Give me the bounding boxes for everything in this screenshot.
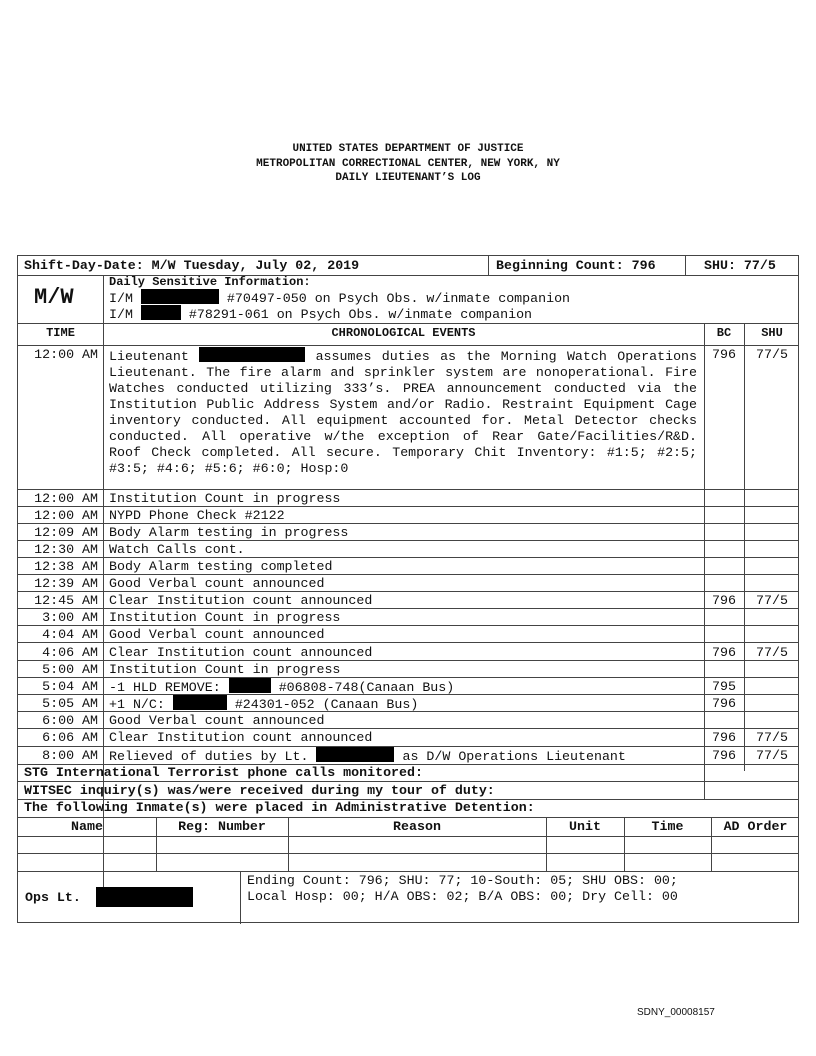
redaction-block	[229, 678, 271, 693]
sensitive-title: Daily Sensitive Information:	[109, 275, 311, 289]
entry-time: 12:30 AM	[34, 542, 98, 557]
entry-time: 12:00 AM	[34, 491, 98, 506]
header-facility: METROPOLITAN CORRECTIONAL CENTER, NEW YORK, NY	[256, 157, 560, 170]
entry-text-a: +1 N/C:	[109, 697, 165, 712]
entry-time: 12:00 AM	[34, 347, 98, 362]
document-header	[0, 142, 816, 186]
entry-bc: 796	[712, 645, 736, 660]
entry-time: 8:00 AM	[42, 748, 98, 763]
entry-time: 12:00 AM	[34, 508, 98, 523]
entry-time: 5:05 AM	[42, 696, 98, 711]
entry-text	[109, 747, 626, 765]
divider	[488, 256, 489, 275]
entry-text: Institution Count in progress	[109, 491, 341, 506]
entry-bc: 795	[712, 679, 736, 694]
entry-text: Good Verbal count announced	[109, 713, 325, 728]
entry-text-b: #24301-052 (Canaan Bus)	[234, 697, 419, 712]
divider	[685, 256, 686, 275]
header-log-title: DAILY LIEUTENANT’S LOG	[335, 172, 481, 184]
divider	[18, 871, 798, 872]
entry-text-b: #06808-748(Canaan Bus)	[278, 680, 455, 695]
shift-day-date: Shift-Day-Date: M/W Tuesday, July 02, 2019	[24, 258, 360, 273]
redaction-block	[173, 695, 227, 710]
column-header-bc: BC	[716, 326, 732, 340]
entry-time: 12:38 AM	[34, 559, 98, 574]
entry-text: Institution Count in progress	[109, 662, 341, 677]
ad-header-name: Name	[71, 819, 103, 834]
stg-note: STG International Terrorist phone calls monitored:	[24, 765, 423, 780]
entry-time: 12:39 AM	[34, 576, 98, 591]
entry-time: 6:06 AM	[42, 730, 98, 745]
entry-bc: 796	[712, 593, 736, 608]
ad-header-reg-number: Reg: Number	[178, 819, 266, 834]
narrative-text: assumes duties as the Morning Watch Operations Lieutenant. The fire alarm and sprinkler system are nonoperational. Fire Watches conducted utilizing 333’s. PREA announcement conducted via the Institution Public Address System and/or Radio. Restraint Equipment Cage inventory conducted. All equipment accounted for. Metal Detector checks conducted. All operative w/the exception of Rear Gate/Facilities/R&D. Roof Check completed. All secure. Temporary Chit Inventory: #1:5; #2:5; #3:5; #4:6; #5:6; #6:0; Hosp:0	[109, 349, 698, 476]
sensitive-line-1-prefix: I/M	[109, 291, 133, 306]
column-header-time: TIME	[46, 326, 75, 340]
ending-count-line-2: Local Hosp: 00; H/A OBS: 02; B/A OBS: 00; Dry Cell: 00	[247, 889, 678, 904]
entry-text-a: Relieved of duties by Lt.	[109, 749, 309, 764]
top-shu: SHU: 77/5	[704, 258, 776, 273]
divider	[18, 323, 798, 324]
sensitive-line-2-prefix: I/M	[109, 307, 133, 322]
entry-text: Institution Count in progress	[109, 610, 341, 625]
entry-shu: 77/5	[756, 347, 788, 362]
redaction-block	[96, 887, 193, 907]
entry-text: Body Alarm testing in progress	[109, 525, 349, 540]
divider	[18, 642, 798, 643]
divider	[18, 345, 798, 346]
entry-text: Good Verbal count announced	[109, 627, 325, 642]
entry-time: 5:04 AM	[42, 679, 98, 694]
entry-time: 4:06 AM	[42, 645, 98, 660]
entry-text: Clear Institution count announced	[109, 730, 373, 745]
ad-header-unit: Unit	[569, 819, 601, 834]
ad-header-ad-order: AD Order	[723, 819, 788, 834]
sensitive-line-2-suffix: #78291-061 on Psych Obs. w/inmate companion	[188, 307, 533, 322]
sensitive-line-2	[109, 305, 532, 323]
bates-number: SDNY_00008157	[637, 1007, 715, 1018]
ad-header-reason: Reason	[393, 819, 441, 834]
entry-time: 5:00 AM	[42, 662, 98, 677]
ending-count-line-1: Ending Count: 796; SHU: 77; 10-South: 05; SHU OBS: 00;	[247, 873, 678, 888]
entry-bc: 796	[712, 696, 736, 711]
entry-shu: 77/5	[756, 645, 788, 660]
entry-text: Good Verbal count announced	[109, 576, 325, 591]
shift-code: M/W	[34, 285, 74, 310]
first-entry-narrative	[109, 347, 697, 477]
entry-shu: 77/5	[756, 593, 788, 608]
entry-text: Clear Institution count announced	[109, 593, 373, 608]
entry-time: 12:09 AM	[34, 525, 98, 540]
divider	[18, 853, 798, 854]
entry-text-b: as D/W Operations Lieutenant	[402, 749, 626, 764]
entry-bc: 796	[712, 730, 736, 745]
entry-time: 4:04 AM	[42, 627, 98, 642]
entry-text: Body Alarm testing completed	[109, 559, 333, 574]
column-header-shu: SHU	[761, 326, 783, 340]
entry-time: 12:45 AM	[34, 593, 98, 608]
sensitive-line-1-suffix: #70497-050 on Psych Obs. w/inmate companion	[226, 291, 571, 306]
ops-lt-label: Ops Lt.	[25, 890, 81, 905]
divider	[18, 836, 798, 837]
narrative-lead: Lieutenant	[109, 349, 189, 364]
header-agency: UNITED STATES DEPARTMENT OF JUSTICE	[292, 143, 524, 155]
redaction-block	[316, 747, 394, 762]
witsec-note: WITSEC inquiry(s) was/were received during my tour of duty:	[24, 783, 495, 798]
divider	[744, 323, 745, 771]
entry-bc: 796	[712, 748, 736, 763]
column-header-events: CHRONOLOGICAL EVENTS	[331, 326, 476, 340]
beginning-count: Beginning Count: 796	[496, 258, 656, 273]
entry-shu: 77/5	[756, 730, 788, 745]
ad-header-time: Time	[651, 819, 684, 834]
entry-time: 6:00 AM	[42, 713, 98, 728]
redaction-block	[141, 305, 181, 320]
ad-note: The following Inmate(s) were placed in Administrative Detention:	[24, 800, 535, 815]
entry-shu: 77/5	[756, 748, 788, 763]
entry-time: 3:00 AM	[42, 610, 98, 625]
divider	[240, 871, 241, 924]
entry-text: NYPD Phone Check #2122	[109, 508, 285, 523]
entry-text: Watch Calls cont.	[109, 542, 245, 557]
redaction-block	[141, 289, 219, 304]
entry-text-a: -1 HLD REMOVE:	[109, 680, 221, 695]
entry-text: Clear Institution count announced	[109, 645, 373, 660]
lieutenant-log-table	[17, 255, 799, 923]
redaction-block	[199, 347, 305, 362]
entry-bc: 796	[712, 347, 736, 362]
